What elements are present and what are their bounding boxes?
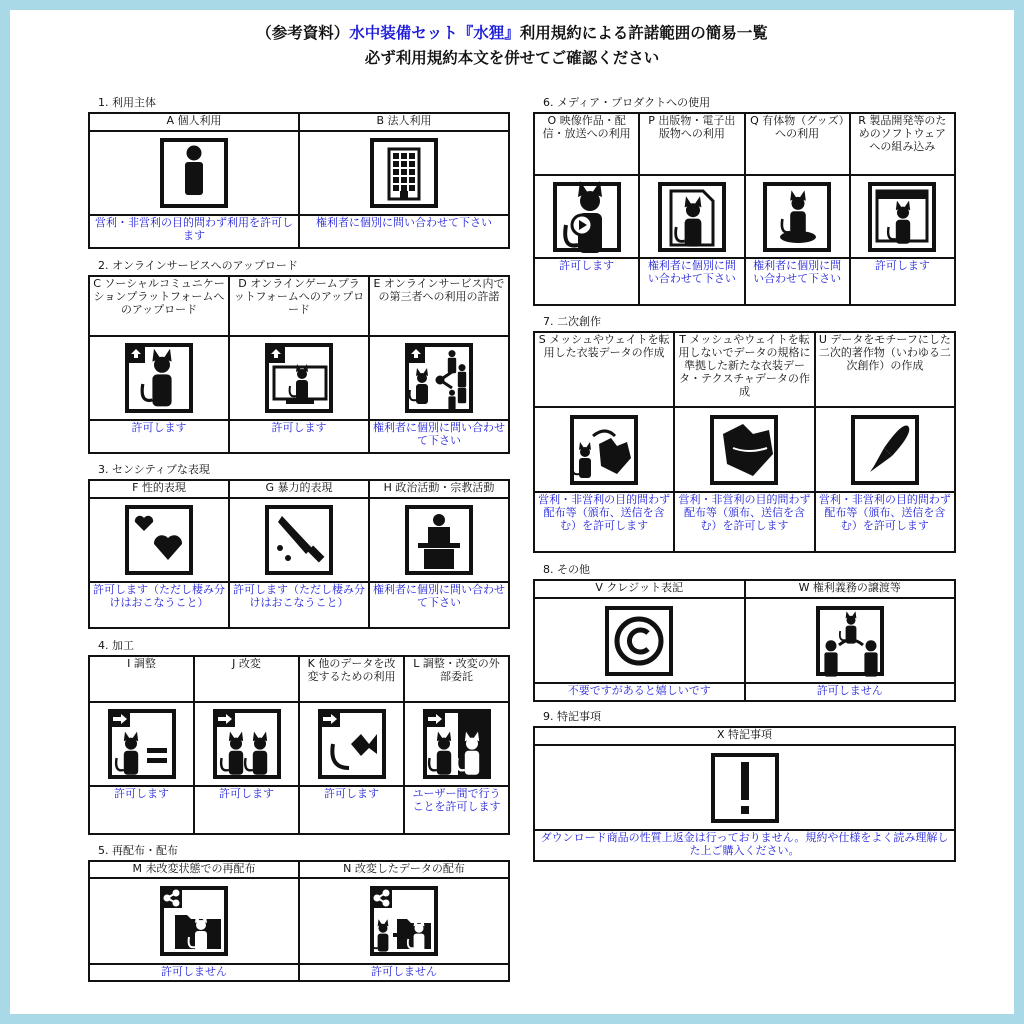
icon-cell (89, 336, 229, 420)
header-cell: W 権利義務の譲渡等 (745, 580, 956, 598)
page-subtitle: 必ず利用規約本文を併せてご確認ください (364, 49, 660, 67)
header-cell: C ソーシャルコミュニケーションプラットフォームへのアップロード (89, 276, 229, 336)
icon-row (89, 878, 509, 964)
title-suffix: 利用規約による許諾範囲の簡易一覧 (519, 24, 768, 42)
section-label: 5. 再配布・配布 (98, 844, 178, 857)
result-cell: 許可します（ただし棲み分けはおこなうこと） (89, 582, 229, 628)
icon-cell (534, 407, 674, 492)
section-label: 3. センシティブな表現 (98, 463, 210, 476)
result-cell: 営利・非営利の目的問わず利用を許可します (89, 215, 299, 248)
header-cell: S メッシュやウェイトを転用した衣装データの作成 (534, 332, 674, 407)
header-cell: G 暴力的表現 (229, 480, 369, 498)
person-icon (159, 137, 229, 209)
result-row (534, 258, 955, 305)
title-prefix: （参考資料） (256, 24, 350, 42)
icon-cell (194, 702, 299, 786)
icon-cell (229, 336, 369, 420)
section-2 (88, 259, 510, 454)
result-row (89, 582, 509, 628)
section-6 (533, 96, 956, 306)
result-cell: 許可します (89, 786, 194, 834)
header-row (534, 113, 955, 175)
header-row (534, 580, 955, 598)
header-cell: P 出版物・電子出版物への利用 (639, 113, 744, 175)
icon-cell (745, 175, 850, 258)
result-row (89, 964, 509, 981)
header-cell: Q 有体物（グッズ）への利用 (745, 113, 850, 175)
costume-transfer-icon (569, 414, 639, 486)
result-cell: 営利・非営利の目的問わず配布等（頒布、送信を含む）を許可します (815, 492, 955, 552)
icon-row (89, 131, 509, 215)
software-icon (867, 181, 937, 253)
header-cell: E オンラインサービス内での第三者への利用の許諾 (369, 276, 509, 336)
icon-cell (299, 702, 404, 786)
upload-share-icon (404, 342, 474, 414)
icon-row (89, 498, 509, 582)
section-9 (533, 710, 956, 862)
costume-icon (709, 414, 779, 486)
header-cell: B 法人利用 (299, 113, 509, 131)
icon-cell (369, 336, 509, 420)
permission-table (88, 479, 510, 629)
knife-icon (264, 504, 334, 576)
podium-icon (404, 504, 474, 576)
icon-cell (534, 598, 745, 683)
header-cell: U データをモチーフにした二次的著作物（いわゆる二次創作）の作成 (815, 332, 955, 407)
result-row (534, 830, 955, 861)
permission-table (533, 112, 956, 306)
section-label: 1. 利用主体 (98, 96, 156, 109)
header-cell: A 個人利用 (89, 113, 299, 131)
section-label: 2. オンラインサービスへのアップロード (98, 259, 298, 272)
section-4 (88, 639, 510, 835)
share-folder-icon (159, 885, 229, 957)
header-cell: V クレジット表記 (534, 580, 745, 598)
header-cell: F 性的表現 (89, 480, 229, 498)
icon-cell (534, 745, 955, 830)
result-cell: ユーザー間で行うことを許可します (404, 786, 509, 834)
header-cell: L 調整・改変の外部委託 (404, 656, 509, 702)
icon-row (534, 598, 955, 683)
hearts-icon (124, 504, 194, 576)
header-row (89, 276, 509, 336)
header-cell: D オンラインゲームプラットフォームへのアップロード (229, 276, 369, 336)
icon-row (89, 702, 509, 786)
permission-table (88, 275, 510, 454)
header-row (89, 861, 509, 878)
icon-row (89, 336, 509, 420)
result-cell: 権利者に個別に問い合わせて下さい (745, 258, 850, 305)
header-row (89, 656, 509, 702)
result-cell: 権利者に個別に問い合わせて下さい (369, 420, 509, 453)
result-cell: 許可しません (299, 964, 509, 981)
result-cell: 許可します（ただし棲み分けはおこなうこと） (229, 582, 369, 628)
header-row (89, 113, 509, 131)
transfer-icon (815, 605, 885, 677)
header-cell: I 調整 (89, 656, 194, 702)
icon-cell (229, 498, 369, 582)
icon-cell (674, 407, 814, 492)
parts-icon (317, 708, 387, 780)
section-label: 9. 特記事項 (543, 710, 601, 723)
result-cell: 権利者に個別に問い合わせて下さい (369, 582, 509, 628)
header-cell: M 未改変状態での再配布 (89, 861, 299, 878)
permission-table (88, 655, 510, 835)
icon-row (534, 407, 955, 492)
permission-table (88, 112, 510, 249)
building-icon (369, 137, 439, 209)
adjust-icon (107, 708, 177, 780)
icon-cell (89, 498, 229, 582)
header-row (89, 480, 509, 498)
permission-table (533, 579, 956, 702)
header-cell: N 改変したデータの配布 (299, 861, 509, 878)
share-modified-icon (369, 885, 439, 957)
icon-cell (404, 702, 509, 786)
result-row (534, 683, 955, 701)
upload-avatar-icon (124, 342, 194, 414)
outsource-icon (422, 708, 492, 780)
icon-cell (745, 598, 956, 683)
section-7 (533, 315, 956, 553)
result-row (89, 786, 509, 834)
permission-table (88, 860, 510, 982)
header-cell: J 改変 (194, 656, 299, 702)
result-cell: 許可します (299, 786, 404, 834)
page-title (0, 21, 1024, 43)
icon-cell (534, 175, 639, 258)
figure-icon (762, 181, 832, 253)
result-cell: 許可しません (89, 964, 299, 981)
result-cell: 許可します (229, 420, 369, 453)
header-row (534, 727, 955, 745)
result-cell: 許可します (850, 258, 955, 305)
icon-cell (89, 878, 299, 964)
header-cell: R 製品開発等のためのソフトウェアへの組み込み (850, 113, 955, 175)
upload-monitor-icon (264, 342, 334, 414)
result-cell: ダウンロード商品の性質上返金は行っておりません。規約や仕様をよく読み理解した上ご購入ください。 (534, 830, 955, 861)
section-label: 6. メディア・プロダクトへの使用 (543, 96, 711, 109)
permission-table (533, 726, 956, 862)
icon-cell (299, 131, 509, 215)
result-row (534, 492, 955, 552)
header-cell: K 他のデータを改変するための利用 (299, 656, 404, 702)
section-label: 7. 二次創作 (543, 315, 601, 328)
result-cell: 権利者に個別に問い合わせて下さい (299, 215, 509, 248)
section-5 (88, 844, 510, 982)
result-cell: 許可します (194, 786, 299, 834)
result-row (89, 215, 509, 248)
header-row (534, 332, 955, 407)
icon-cell (815, 407, 955, 492)
product-name: 水中装備セット『水狸』 (349, 24, 520, 42)
header-cell: T メッシュやウェイトを転用しないでデータの規格に準拠した新たな衣装データ・テクスチャデータの作成 (674, 332, 814, 407)
icon-cell (89, 702, 194, 786)
icon-cell (369, 498, 509, 582)
copyright-icon (604, 605, 674, 677)
section-1 (88, 96, 510, 249)
video-icon (552, 181, 622, 253)
icon-row (534, 175, 955, 258)
permission-table (533, 331, 956, 553)
icon-cell (89, 131, 299, 215)
icon-cell (639, 175, 744, 258)
section-3 (88, 463, 510, 629)
result-cell: 許可します (89, 420, 229, 453)
section-label: 4. 加工 (98, 639, 134, 652)
result-cell: 権利者に個別に問い合わせて下さい (639, 258, 744, 305)
header-cell: H 政治活動・宗教活動 (369, 480, 509, 498)
header-cell: X 特記事項 (534, 727, 955, 745)
section-label: 8. その他 (543, 563, 590, 576)
icon-cell (850, 175, 955, 258)
result-cell: 許可しません (745, 683, 956, 701)
result-cell: 許可します (534, 258, 639, 305)
exclamation-icon (710, 752, 780, 824)
modify-icon (212, 708, 282, 780)
result-cell: 営利・非営利の目的問わず配布等（頒布、送信を含む）を許可します (534, 492, 674, 552)
header-cell: O 映像作品・配信・放送への利用 (534, 113, 639, 175)
pen-icon (850, 414, 920, 486)
section-8 (533, 563, 956, 702)
icon-row (534, 745, 955, 830)
result-cell: 不要ですがあると嬉しいです (534, 683, 745, 701)
result-row (89, 420, 509, 453)
result-cell: 営利・非営利の目的問わず配布等（頒布、送信を含む）を許可します (674, 492, 814, 552)
document-icon (657, 181, 727, 253)
icon-cell (299, 878, 509, 964)
